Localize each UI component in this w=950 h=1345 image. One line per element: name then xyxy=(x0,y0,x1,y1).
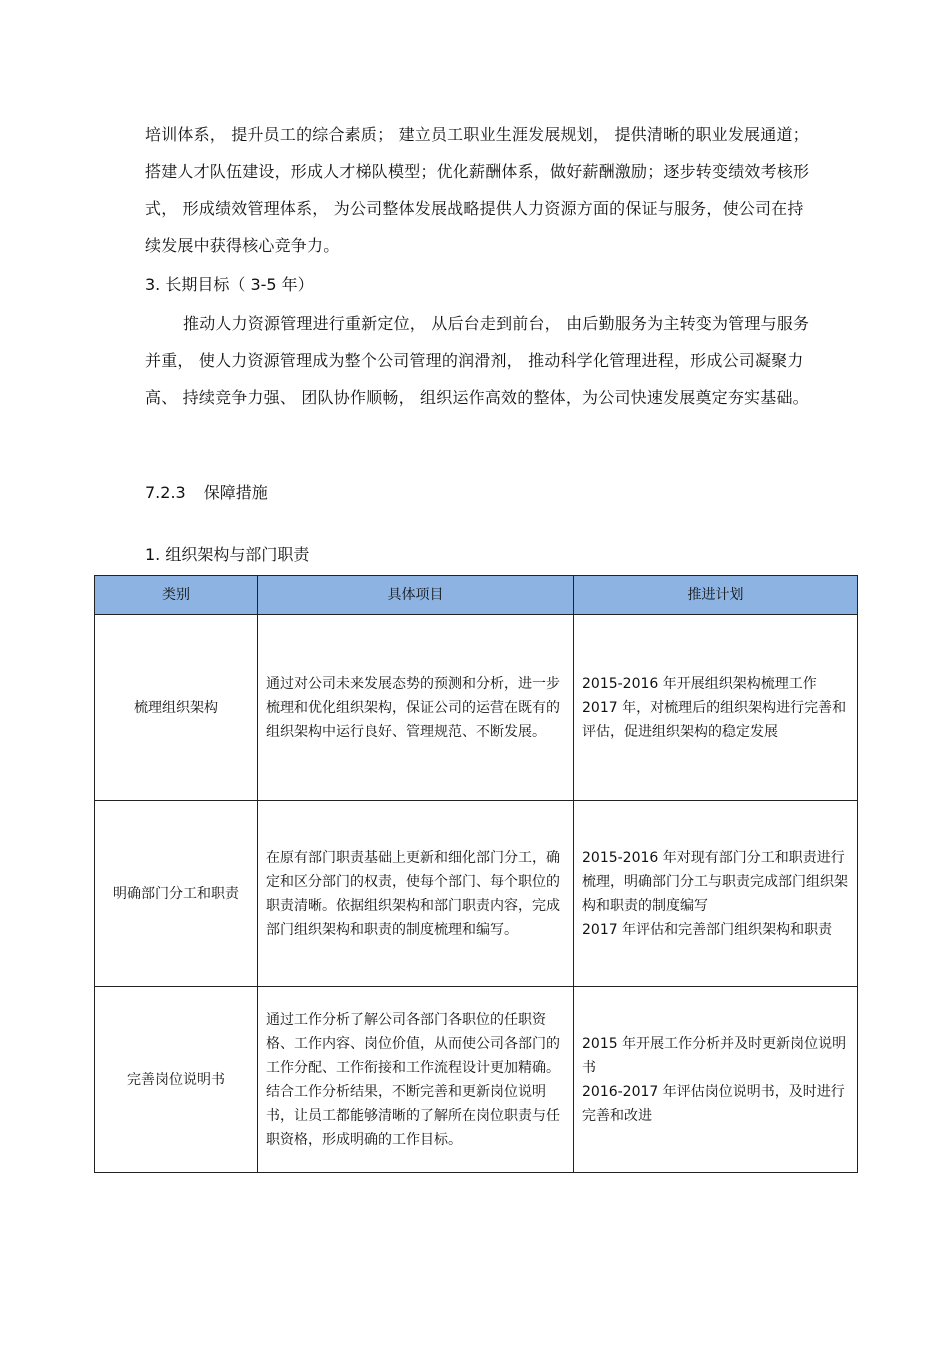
plan-line: 2015 年开展工作分析并及时更新岗位说明书 xyxy=(582,1035,847,1076)
intro-paragraph xyxy=(145,116,810,264)
row-category: 明确部门分工和职责 xyxy=(95,801,258,987)
row-plan xyxy=(574,615,858,801)
measures-table xyxy=(94,575,858,1173)
section-title: 保障措施 xyxy=(203,483,268,502)
section-number: 7.2.3 xyxy=(145,483,186,502)
plan-line: 2016-2017 年评估岗位说明书，及时进行完善和改进 xyxy=(582,1083,845,1124)
row-category: 完善岗位说明书 xyxy=(95,987,258,1173)
subheading: 1. 组织架构与部门职责 xyxy=(145,545,310,564)
row-item: 通过工作分析了解公司各部门各职位的任职资格、工作内容、岗位价值，从而使公司各部门的工作分配、工作衔接和工作流程设计更加精确。结合工作分析结果，不断完善和更新岗位说明书，让员工都能够清晰的了解所在岗位职责与任职资格，形成明确的工作目标。 xyxy=(258,987,574,1173)
plan-line: 2017 年，对梳理后的组织架构进行完善和评估，促进组织架构的稳定发展 xyxy=(582,699,847,740)
row-item: 通过对公司未来发展态势的预测和分析，进一步梳理和优化组织架构，保证公司的运营在既有的组织架构中运行良好、管理规范、不断发展。 xyxy=(258,615,574,801)
long-term-paragraph xyxy=(145,305,810,416)
section-heading xyxy=(145,478,268,508)
header-plan: 推进计划 xyxy=(574,576,858,615)
header-item: 具体项目 xyxy=(258,576,574,615)
table-row xyxy=(95,801,858,987)
row-item: 在原有部门职责基础上更新和细化部门分工，确定和区分部门的权责，使每个部门、每个职位的职责清晰。依据组织架构和部门职责内容，完成部门组织架构和职责的制度梳理和编写。 xyxy=(258,801,574,987)
long-term-paragraph-text: 推动人力资源管理进行重新定位， 从后台走到前台， 由后勤服务为主转变为管理与服务并重， 使人力资源管理成为整个公司管理的润滑剂， 推动科学化管理进程，形成公司凝聚力高、 持续竞争力强、 团队协作顺畅， 组织运作高效的整体，为公司快速发展奠定夯实基础。 xyxy=(145,314,810,407)
plan-line: 2015-2016 年开展组织架构梳理工作 xyxy=(582,675,817,692)
row-plan xyxy=(574,801,858,987)
plan-line: 2015-2016 年对现有部门分工和职责进行梳理，明确部门分工与职责完成部门组织架构和职责的制度编写 xyxy=(582,849,848,914)
plan-line: 2017 年评估和完善部门组织架构和职责 xyxy=(582,921,833,938)
table-row xyxy=(95,987,858,1173)
intro-paragraph-text: 培训体系， 提升员工的综合素质； 建立员工职业生涯发展规划， 提供清晰的职业发展通道；搭建人才队伍建设，形成人才梯队模型；优化薪酬体系，做好薪酬激励；逐步转变绩效考核形式， 形成绩效管理体系， 为公司整体发展战略提供人力资源方面的保证与服务，使公司在持续发展中获得核心竞争力。 xyxy=(145,125,810,255)
table-header-row xyxy=(95,576,858,615)
row-plan xyxy=(574,987,858,1173)
table-row xyxy=(95,615,858,801)
header-category: 类别 xyxy=(95,576,258,615)
long-term-heading: 3. 长期目标（ 3-5 年） xyxy=(145,275,314,294)
row-category: 梳理组织架构 xyxy=(95,615,258,801)
